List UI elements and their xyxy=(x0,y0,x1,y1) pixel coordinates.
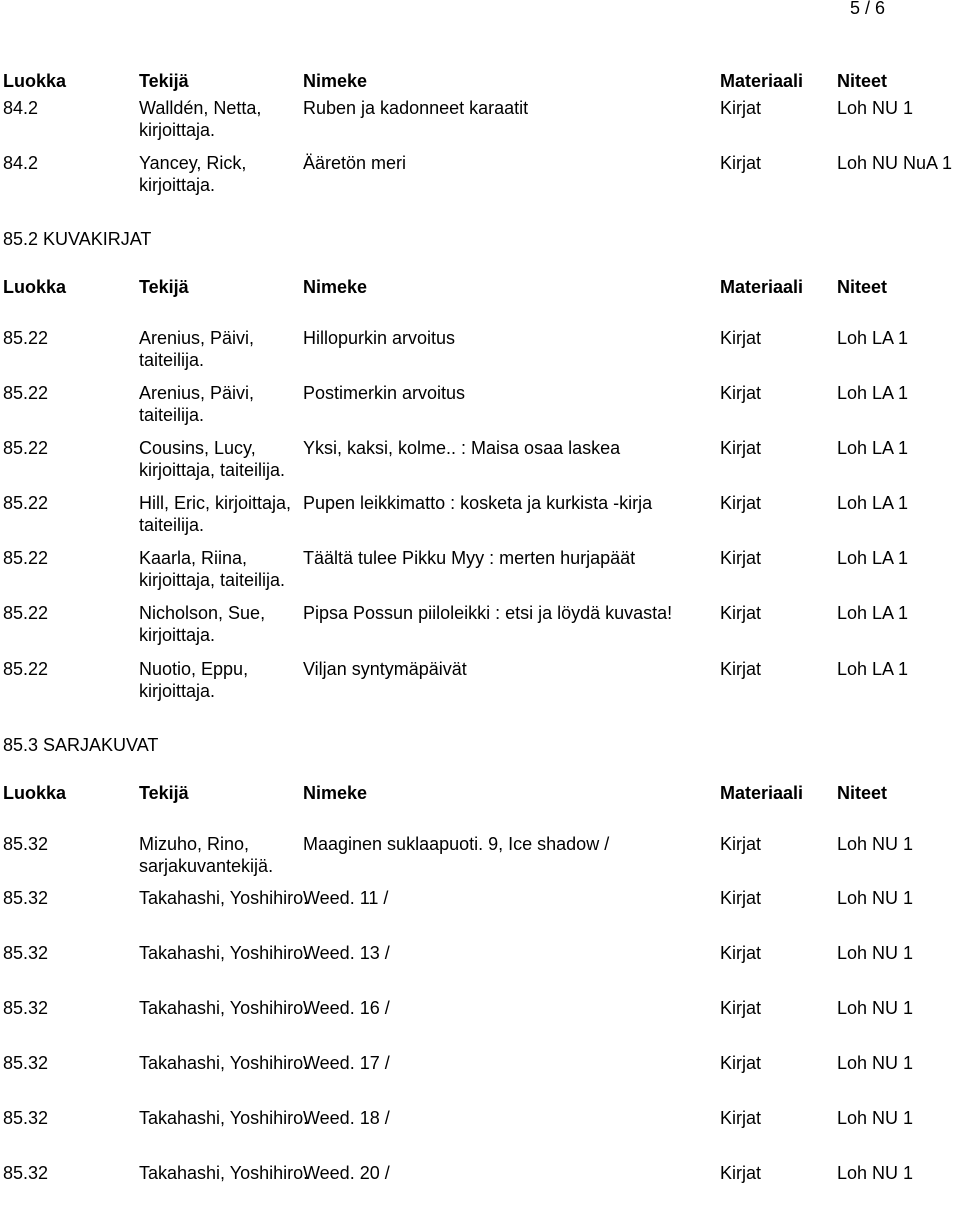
row-luokka: 85.32 xyxy=(3,1053,49,1073)
row-niteet: Loh LA 1 xyxy=(837,493,909,513)
row-luokka: 85.22 xyxy=(3,548,49,568)
row-materiaali: Kirjat xyxy=(720,1108,762,1128)
row-luokka: 85.32 xyxy=(3,1163,49,1183)
row-luokka: 84.2 xyxy=(3,153,39,173)
row-nimeke: Postimerkin arvoitus xyxy=(303,383,466,403)
row-niteet: Loh LA 1 xyxy=(837,328,909,348)
row-materiaali: Kirjat xyxy=(720,834,762,854)
row-nimeke: Weed. 18 / xyxy=(303,1108,390,1128)
row-tekija: Cousins, Lucy, kirjoittaja, taiteilija. xyxy=(139,438,286,480)
row-niteet: Loh NU 1 xyxy=(837,98,914,118)
row-niteet: Loh LA 1 xyxy=(837,603,909,623)
row-nimeke: Pupen leikkimatto : kosketa ja kurkista -kirja xyxy=(303,493,653,513)
row-materiaali: Kirjat xyxy=(720,943,762,963)
page-number: 5 / 6 xyxy=(850,0,886,18)
table-row xyxy=(0,492,960,536)
row-luokka: 85.22 xyxy=(3,493,49,513)
section-heading-sarjakuvat: 85.3 SARJAKUVAT xyxy=(3,735,159,755)
row-luokka: 84.2 xyxy=(3,98,39,118)
header-luokka: Luokka xyxy=(3,783,67,803)
row-niteet: Loh NU 1 xyxy=(837,1163,914,1183)
row-niteet: Loh LA 1 xyxy=(837,548,909,568)
table-row xyxy=(0,1052,960,1096)
row-materiaali: Kirjat xyxy=(720,548,762,568)
table-row xyxy=(0,658,960,702)
row-nimeke: Weed. 13 / xyxy=(303,943,390,963)
row-luokka: 85.32 xyxy=(3,998,49,1018)
row-nimeke: Hillopurkin arvoitus xyxy=(303,328,456,348)
row-tekija: Yancey, Rick, kirjoittaja. xyxy=(139,153,247,195)
table-row xyxy=(0,997,960,1041)
row-niteet: Loh NU 1 xyxy=(837,1108,914,1128)
table-row xyxy=(0,152,960,196)
row-luokka: 85.22 xyxy=(3,603,49,623)
row-nimeke: Pipsa Possun piiloleikki : etsi ja löydä kuvasta! xyxy=(303,603,673,623)
row-materiaali: Kirjat xyxy=(720,328,762,348)
header-luokka: Luokka xyxy=(3,277,67,297)
row-tekija: Mizuho, Rino, sarjakuvantekijä. xyxy=(139,834,274,876)
row-luokka: 85.22 xyxy=(3,328,49,348)
row-tekija: Takahashi, Yoshihiro. xyxy=(139,1053,309,1073)
row-niteet: Loh NU 1 xyxy=(837,1053,914,1073)
header-materiaali: Materiaali xyxy=(720,71,804,91)
row-nimeke: Ruben ja kadonneet karaatit xyxy=(303,98,529,118)
table-row xyxy=(0,887,960,931)
table-header xyxy=(0,70,960,92)
row-niteet: Loh NU NuA 1 xyxy=(837,153,953,173)
row-nimeke: Täältä tulee Pikku Myy : merten hurjapäät xyxy=(303,548,636,568)
row-materiaali: Kirjat xyxy=(720,998,762,1018)
row-niteet: Loh NU 1 xyxy=(837,834,914,854)
table-row xyxy=(0,97,960,141)
row-tekija: Takahashi, Yoshihiro. xyxy=(139,888,309,908)
row-tekija: Takahashi, Yoshihiro. xyxy=(139,943,309,963)
row-materiaali: Kirjat xyxy=(720,1053,762,1073)
row-tekija: Kaarla, Riina, kirjoittaja, taiteilija. xyxy=(139,548,286,590)
header-nimeke: Nimeke xyxy=(303,71,368,91)
header-nimeke: Nimeke xyxy=(303,277,368,297)
row-nimeke: Weed. 17 / xyxy=(303,1053,390,1073)
row-nimeke: Weed. 20 / xyxy=(303,1163,390,1183)
row-nimeke: Viljan syntymäpäivät xyxy=(303,659,467,679)
header-niteet: Niteet xyxy=(837,783,888,803)
table-row xyxy=(0,1107,960,1151)
header-tekija: Tekijä xyxy=(139,783,189,803)
row-tekija: Arenius, Päivi, taiteilija. xyxy=(139,328,255,370)
row-materiaali: Kirjat xyxy=(720,1163,762,1183)
row-tekija: Nicholson, Sue, kirjoittaja. xyxy=(139,603,266,645)
table-row xyxy=(0,942,960,986)
row-materiaali: Kirjat xyxy=(720,438,762,458)
header-tekija: Tekijä xyxy=(139,71,189,91)
row-tekija: Arenius, Päivi, taiteilija. xyxy=(139,383,255,425)
row-niteet: Loh LA 1 xyxy=(837,383,909,403)
table-row xyxy=(0,602,960,646)
row-niteet: Loh LA 1 xyxy=(837,659,909,679)
row-materiaali: Kirjat xyxy=(720,493,762,513)
row-materiaali: Kirjat xyxy=(720,153,762,173)
row-luokka: 85.22 xyxy=(3,383,49,403)
row-luokka: 85.32 xyxy=(3,943,49,963)
header-luokka: Luokka xyxy=(3,71,67,91)
row-nimeke: Ääretön meri xyxy=(303,153,407,173)
row-tekija: Takahashi, Yoshihiro. xyxy=(139,1163,309,1183)
table-header xyxy=(0,276,960,298)
row-tekija: Walldén, Netta, kirjoittaja. xyxy=(139,98,262,140)
header-niteet: Niteet xyxy=(837,71,888,91)
row-tekija: Hill, Eric, kirjoittaja, taiteilija. xyxy=(139,493,292,535)
table-row xyxy=(0,833,960,877)
row-tekija: Nuotio, Eppu, kirjoittaja. xyxy=(139,659,249,701)
row-tekija: Takahashi, Yoshihiro. xyxy=(139,1108,309,1128)
row-materiaali: Kirjat xyxy=(720,888,762,908)
row-luokka: 85.32 xyxy=(3,834,49,854)
row-materiaali: Kirjat xyxy=(720,98,762,118)
table-row xyxy=(0,1162,960,1206)
row-materiaali: Kirjat xyxy=(720,659,762,679)
table-row xyxy=(0,327,960,371)
row-nimeke: Weed. 16 / xyxy=(303,998,390,1018)
row-niteet: Loh NU 1 xyxy=(837,998,914,1018)
row-luokka: 85.22 xyxy=(3,438,49,458)
row-niteet: Loh NU 1 xyxy=(837,888,914,908)
table-row xyxy=(0,547,960,591)
row-nimeke: Maaginen suklaapuoti. 9, Ice shadow / xyxy=(303,834,610,854)
row-nimeke: Yksi, kaksi, kolme.. : Maisa osaa laskea xyxy=(303,438,621,458)
header-niteet: Niteet xyxy=(837,277,888,297)
row-niteet: Loh LA 1 xyxy=(837,438,909,458)
table-row xyxy=(0,382,960,426)
row-nimeke: Weed. 11 / xyxy=(303,888,389,908)
table-row xyxy=(0,437,960,481)
header-tekija: Tekijä xyxy=(139,277,189,297)
header-materiaali: Materiaali xyxy=(720,783,804,803)
header-nimeke: Nimeke xyxy=(303,783,368,803)
header-materiaali: Materiaali xyxy=(720,277,804,297)
table-header xyxy=(0,782,960,804)
row-luokka: 85.32 xyxy=(3,888,49,908)
row-materiaali: Kirjat xyxy=(720,603,762,623)
row-luokka: 85.32 xyxy=(3,1108,49,1128)
section-heading-kuvakirjat: 85.2 KUVAKIRJAT xyxy=(3,229,152,249)
row-materiaali: Kirjat xyxy=(720,383,762,403)
row-luokka: 85.22 xyxy=(3,659,49,679)
row-niteet: Loh NU 1 xyxy=(837,943,914,963)
row-tekija: Takahashi, Yoshihiro. xyxy=(139,998,309,1018)
